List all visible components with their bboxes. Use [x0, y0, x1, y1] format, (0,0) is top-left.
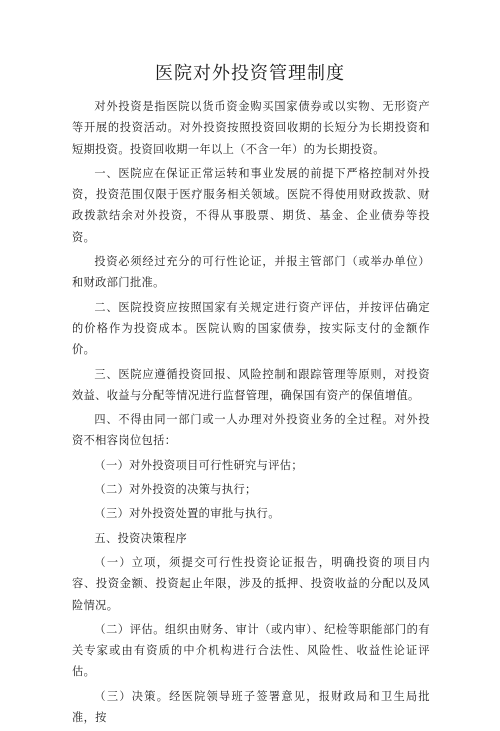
list-item-incompatible-2: （二）对外投资的决策与执行； — [94, 483, 257, 497]
list-item-incompatible-1: （一）对外投资项目可行性研究与评估； — [94, 458, 303, 472]
paragraph-section-5-heading: 五、投资决策程序 — [94, 531, 188, 545]
document-body — [72, 96, 430, 731]
list-item-procedure-3: （三）决策。经医院领导班子签署意见，报财政局和卫生局批准，按 — [72, 689, 430, 725]
paragraph-intro: 对外投资是指医院以货币资金购买国家债券或以实物、无形资产等开展的投资活动。对外投资按照投资回收期的长短分为长期投资和短期投资。投资回收期一年以上（不含一年）的为长期投资。 — [72, 100, 430, 156]
document-title: 医院对外投资管理制度 — [155, 63, 345, 84]
list-item-procedure-1: （一）立项，须提交可行性投资论证报告，明确投资的项目内容、投资金额、投资起止年限，涉及的抵押、投资收益的分配以及风险情况。 — [72, 555, 430, 612]
paragraph-feasibility: 投资必须经过充分的可行性论证，并报主管部门（或举办单位）和财政部门批准。 — [72, 255, 430, 290]
list-item-incompatible-3: （三）对外投资处置的审批与执行。 — [94, 507, 280, 521]
paragraph-section-4: 四、不得由同一部门或一人办理对外投资业务的全过程。对外投资不相容岗位包括： — [72, 413, 430, 448]
paragraph-section-1: 一、医院应在保证正常运转和事业发展的前提下严格控制对外投资，投资范围仅限于医疗服务相关领域。医院不得使用财政拨款、财政拨款结余对外投资，不得从事股票、期货、基金、企业债券等投资。 — [72, 166, 430, 244]
list-item-procedure-2: （二）评估。组织由财务、审计（或内审）、纪检等职能部门的有关专家或由有资质的中介机构进行合法性、风险性、收益性论证评估。 — [72, 622, 430, 679]
paragraph-section-3: 三、医院应遵循投资回报、风险控制和跟踪管理等原则，对投资效益、收益与分配等情况进行监督管理，确保国有资产的保值增值。 — [72, 367, 430, 402]
paragraph-section-2: 二、医院投资应按照国家有关规定进行资产评估，并按评估确定的价格作为投资成本。医院认购的国家债券，按实际支付的金额作价。 — [72, 300, 430, 357]
